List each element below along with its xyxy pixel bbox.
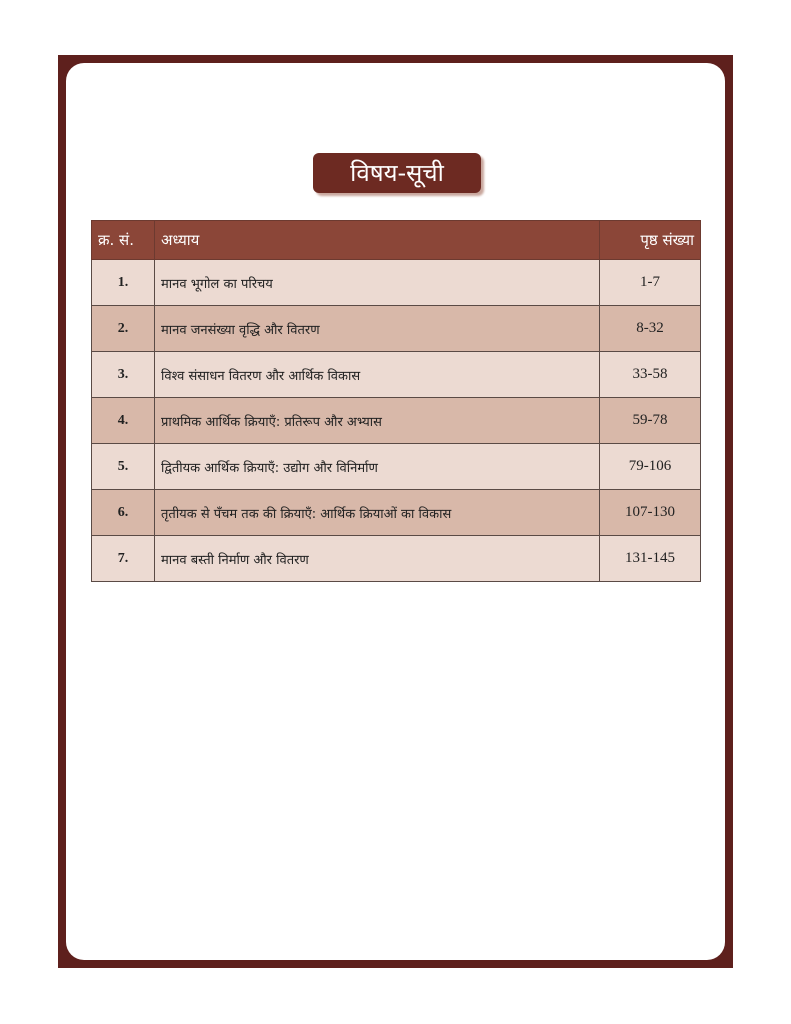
row-serial: 1.	[92, 260, 155, 306]
row-serial: 6.	[92, 490, 155, 536]
row-chapter[interactable]: तृतीयक से पँचम तक की क्रियाएँ: आर्थिक क्रियाओं का विकास	[155, 490, 600, 536]
table-header	[92, 221, 701, 260]
header-page: पृष्ठ संख्या	[600, 221, 701, 260]
row-chapter[interactable]: मानव जनसंख्या वृद्धि और वितरण	[155, 306, 600, 352]
table-row[interactable]	[92, 306, 701, 352]
table-row[interactable]	[92, 398, 701, 444]
row-serial: 7.	[92, 536, 155, 582]
table-row[interactable]	[92, 444, 701, 490]
contents-table	[91, 220, 701, 582]
row-serial: 5.	[92, 444, 155, 490]
header-serial: क्र. सं.	[92, 221, 155, 260]
row-pages: 79-106	[600, 444, 701, 490]
table-row[interactable]	[92, 536, 701, 582]
row-chapter[interactable]: मानव भूगोल का परिचय	[155, 260, 600, 306]
row-serial: 4.	[92, 398, 155, 444]
row-chapter[interactable]: विश्व संसाधन वितरण और आर्थिक विकास	[155, 352, 600, 398]
row-chapter[interactable]: मानव बस्ती निर्माण और वितरण	[155, 536, 600, 582]
row-chapter[interactable]: द्वितीयक आर्थिक क्रियाएँ: उद्योग और विनिर्माण	[155, 444, 600, 490]
row-pages: 1-7	[600, 260, 701, 306]
row-pages: 8-32	[600, 306, 701, 352]
row-serial: 2.	[92, 306, 155, 352]
table-row[interactable]	[92, 490, 701, 536]
row-pages: 33-58	[600, 352, 701, 398]
row-serial: 3.	[92, 352, 155, 398]
table-row[interactable]	[92, 260, 701, 306]
row-pages: 131-145	[600, 536, 701, 582]
row-pages: 59-78	[600, 398, 701, 444]
row-pages: 107-130	[600, 490, 701, 536]
page-title: विषय-सूची	[313, 153, 481, 193]
row-chapter[interactable]: प्राथमिक आर्थिक क्रियाएँ: प्रतिरूप और अभ्यास	[155, 398, 600, 444]
header-chapter: अध्याय	[155, 221, 600, 260]
table-row[interactable]	[92, 352, 701, 398]
